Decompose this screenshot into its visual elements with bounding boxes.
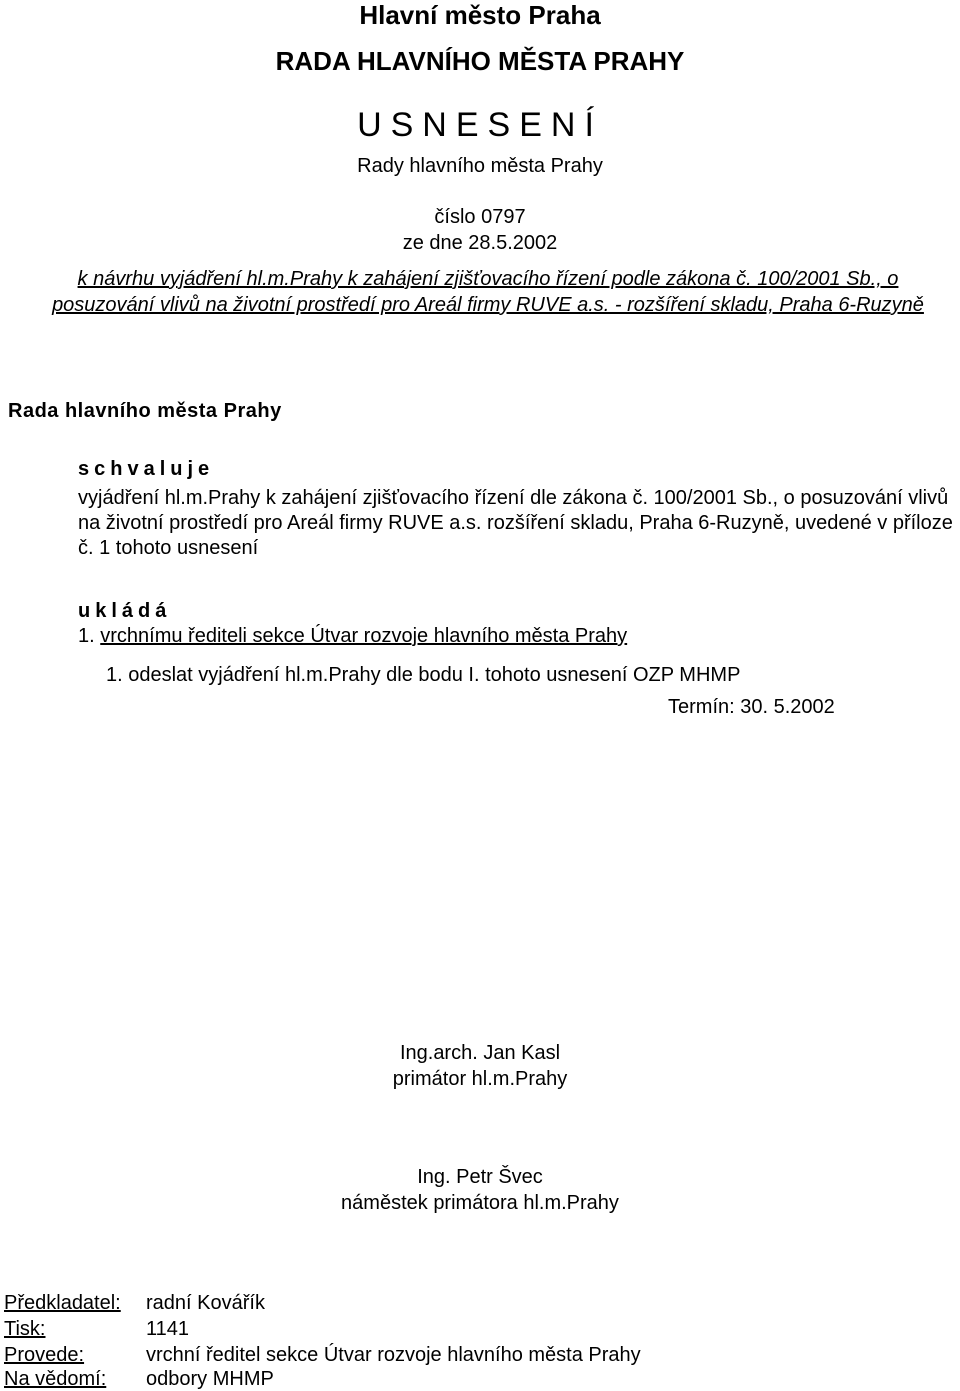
signatory-title: primátor hl.m.Prahy (392, 1068, 568, 1090)
resolution-date: ze dne 28.5.2002 (402, 232, 558, 254)
footer-value-submitter: radní Kovářík (146, 1292, 265, 1314)
task-text: 1. odeslat vyjádření hl.m.Prahy dle bodu I. tohoto usnesení OZP MHMP (106, 664, 741, 686)
signature-block-deputy (0, 1164, 960, 1216)
orders-number: 1. (78, 625, 95, 647)
orders-item (78, 625, 627, 648)
council-subheading: Rady hlavního města Prahy (357, 155, 603, 177)
approves-text: vyjádření hl.m.Prahy k zahájení zjišťovacího řízení dle zákona č. 100/2001 Sb., o posuzování vlivů na životní prostředí pro Areál firmy RUVE a.s. rozšíření skladu, Praha 6-Ruzyně, uvedené v příloze č. 1 tohoto usnesení (78, 487, 953, 559)
signatory-name: Ing.arch. Jan Kasl (399, 1042, 561, 1064)
orders-label: ukládá (78, 600, 172, 622)
council-label: Rada hlavního města Prahy (8, 400, 282, 422)
footer-label-executor: Provede: (4, 1344, 85, 1366)
footer-label-noted: Na vědomí: (4, 1368, 107, 1390)
footer-label-submitter: Předkladatel: (4, 1292, 121, 1314)
approves-label: schvaluje (78, 458, 215, 480)
footer-value-print: 1141 (146, 1318, 190, 1340)
deadline: Termín: 30. 5.2002 (668, 696, 835, 718)
resolution-subject: k návrhu vyjádření hl.m.Prahy k zahájení zjišťovacího řízení podle zákona č. 100/2001 Sb., o posuzování vlivů na životní prostředí pro Areál firmy RUVE a.s. - rozšíření skladu, Praha 6-Ruzyně (52, 268, 924, 316)
city-heading: Hlavní město Praha (359, 0, 601, 30)
orders-recipient: vrchnímu řediteli sekce Útvar rozvoje hlavního města Prahy (100, 625, 628, 647)
signature-block-mayor (0, 1040, 960, 1092)
council-heading: RADA HLAVNÍHO MĚSTA PRAHY (275, 46, 685, 76)
signatory-name: Ing. Petr Švec (417, 1166, 543, 1188)
signatory-title: náměstek primátora hl.m.Prahy (341, 1192, 619, 1214)
footer-value-executor: vrchní ředitel sekce Útvar rozvoje hlavního města Prahy (146, 1344, 641, 1366)
resolution-number: číslo 0797 (434, 206, 526, 228)
footer-value-noted: odbory MHMP (146, 1368, 274, 1390)
footer-label-print: Tisk: (4, 1318, 46, 1340)
document-type: USNESENÍ (357, 106, 603, 144)
